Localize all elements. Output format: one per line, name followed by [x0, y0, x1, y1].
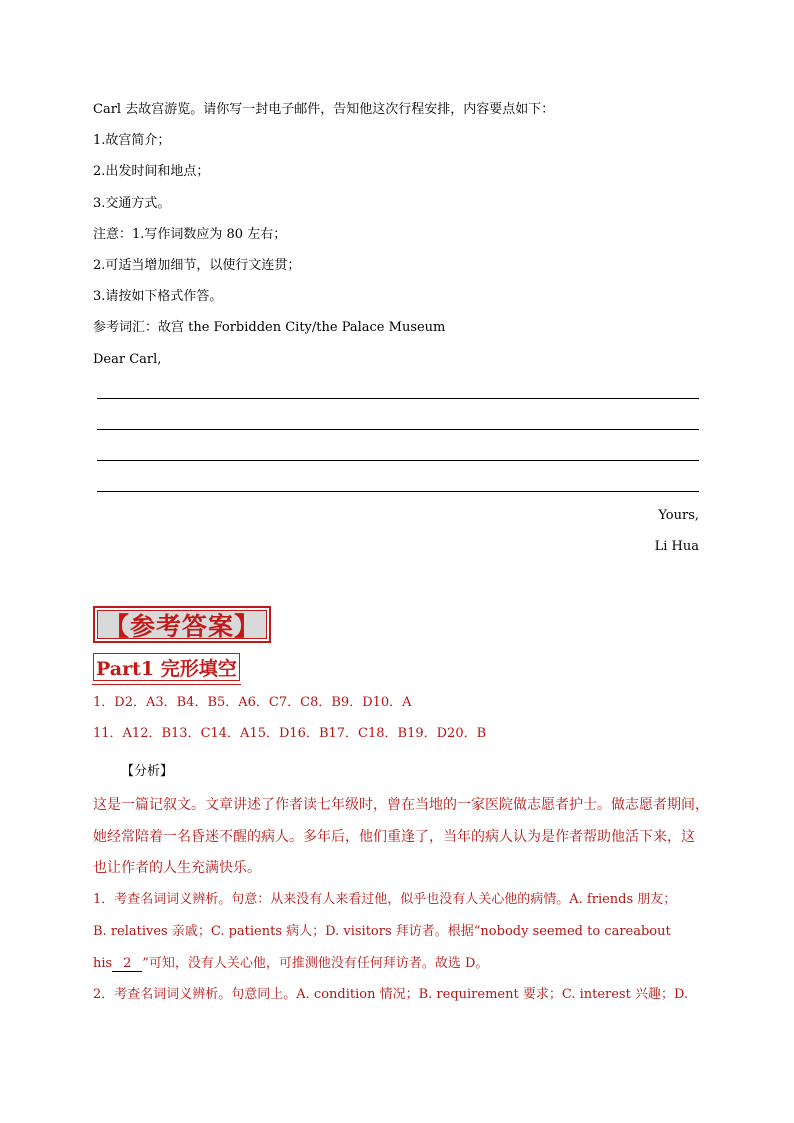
part-title: Part1 完形填空 — [93, 653, 240, 681]
prompt-note-2: 2.可适当增加细节，以使行文连贯； — [93, 258, 301, 273]
q1-line-2: B. relatives 亲戚；C. patients 病人；D. visitors 拜访者。根据“nobody seemed to careabout — [93, 924, 671, 939]
prompt-note-1: 注意：1.写作词数应为 80 左右； — [93, 227, 287, 242]
summary-line-2: 她经常陪着一名昏迷不醒的病人。多年后，他们重逢了，当年的病人认为是作者帮助他活下来，这 — [93, 829, 695, 845]
writing-line — [97, 429, 699, 430]
letter-greeting: Dear Carl, — [93, 352, 162, 367]
writing-line — [97, 460, 699, 461]
summary-line-3: 也让作者的人生充满快乐。 — [93, 860, 261, 876]
q1-line-3-prefix: his — [93, 956, 113, 971]
letter-signature: Li Hua — [654, 539, 699, 554]
writing-line — [97, 491, 699, 492]
answers-line-1: 1．D2．A3．B4．B5．A6．C7．C8．B9．D10．A — [93, 695, 412, 710]
prompt-point-1: 1.故宫简介； — [93, 133, 171, 148]
answers-line-2: 11．A12．B13．C14．A15．D16．B17．C18．B19．D20．B — [93, 726, 487, 741]
prompt-intro: Carl 去故宫游览。请你写一封电子邮件，告知他这次行程安排，内容要点如下： — [93, 102, 555, 117]
summary-line-1: 这是一篇记叙文。文章讲述了作者读七年级时，曾在当地的一家医院做志愿者护士。做志愿者期间， — [93, 797, 709, 813]
prompt-point-3: 3.交通方式。 — [93, 196, 171, 211]
answer-heading: 【参考答案】 — [93, 606, 271, 643]
q1-line-1: 1．考查名词词义辨析。句意：从来没有人来看过他，似乎也没有人关心他的病情。A. friends 朋友； — [93, 892, 677, 907]
q1-blank: 2 — [112, 957, 142, 972]
q1-line-3-suffix: ”可知，没有人关心他，可推测他没有任何拜访者。故选 D。 — [142, 956, 489, 971]
letter-closing: Yours, — [658, 508, 699, 523]
prompt-point-2: 2.出发时间和地点； — [93, 164, 210, 179]
q1-line-3 — [93, 955, 488, 973]
analysis-label: 【分析】 — [121, 764, 174, 779]
writing-line — [97, 398, 699, 399]
prompt-vocab: 参考词汇：故宫 the Forbidden City/the Palace Museum — [93, 320, 446, 335]
prompt-note-3: 3.请按如下格式作答。 — [93, 289, 223, 304]
q2-line-1: 2．考查名词词义辨析。句意同上。A. condition 情况；B. requirement 要求；C. interest 兴趣；D. — [93, 987, 689, 1002]
